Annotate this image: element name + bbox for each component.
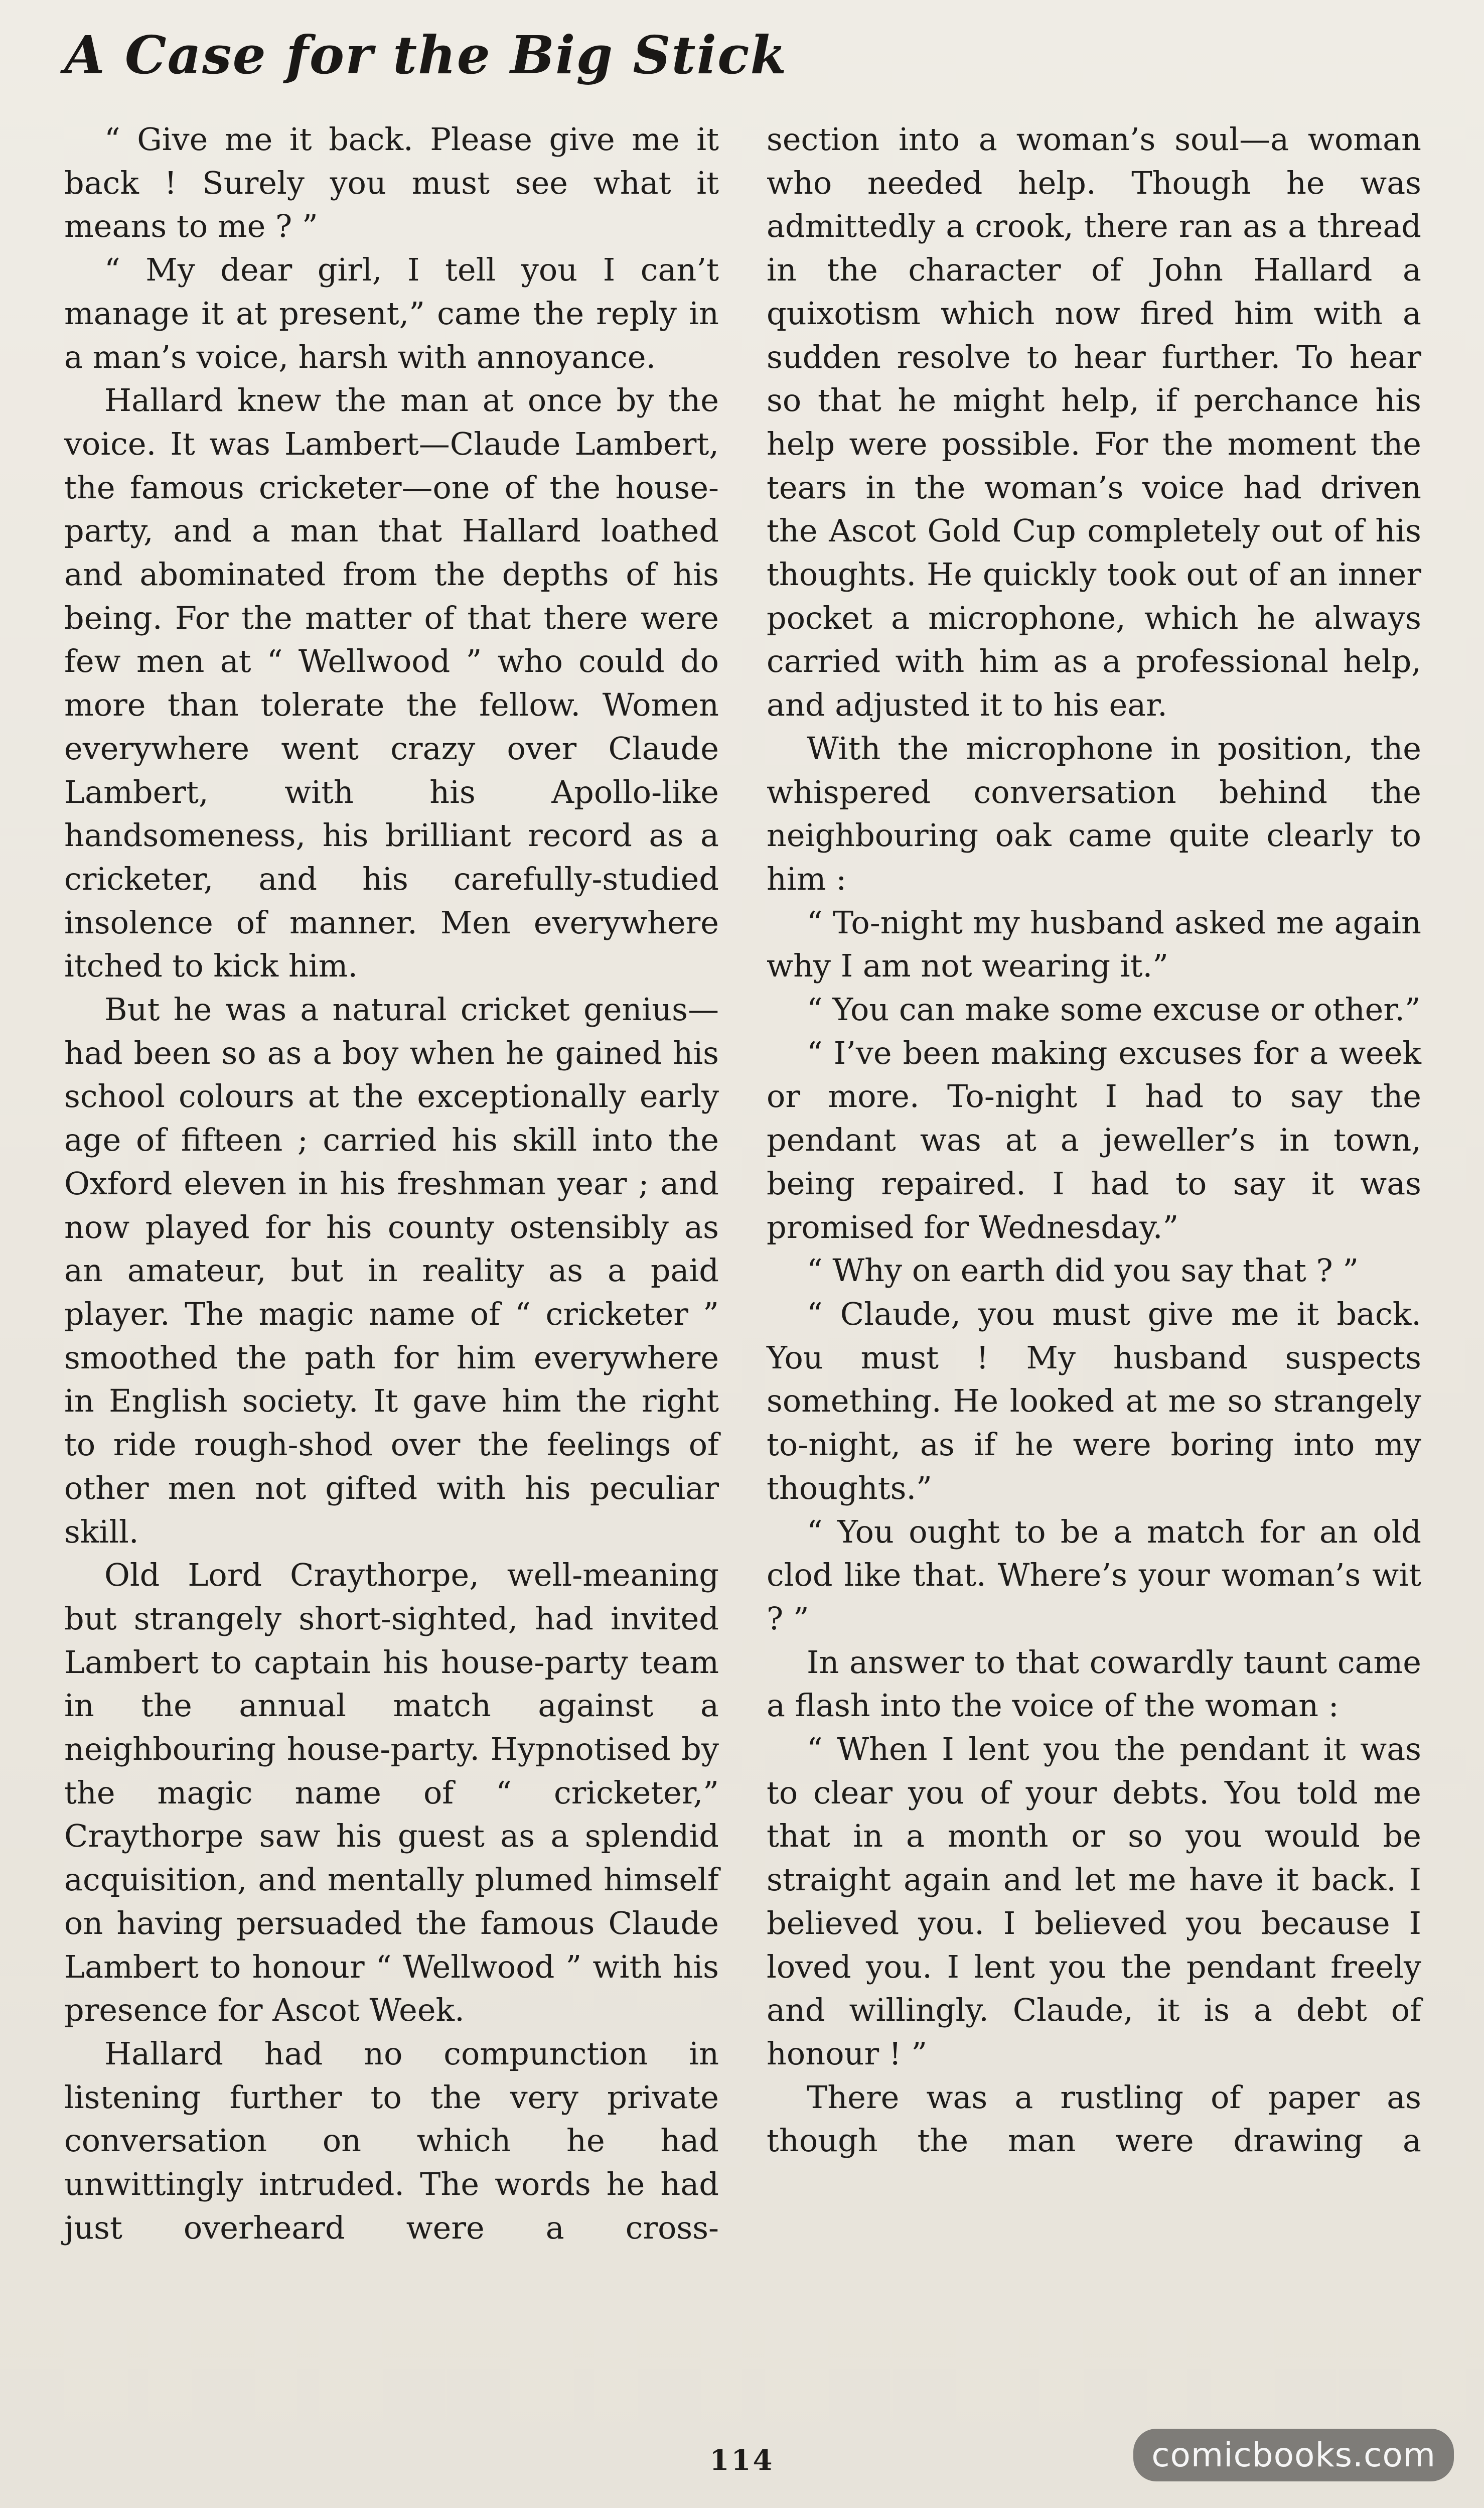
paragraph: Old Lord Craythorpe, well-meaning but strangely short-sighted, had invited Lambert to captain his house-party team in the annual match against a neighbouring house-party. Hypnotised by the magic name of “ cricketer,” Craythorpe saw his guest as a splendid acquisition, and mentally plumed himself on having persuaded the famous Claude Lambert to honour “ Wellwood ” with his presence for Ascot Week.	[64, 1557, 719, 2029]
paragraph: In answer to that cowardly taunt came a flash into the voice of the woman :	[767, 1643, 1421, 1724]
paragraph: With the microphone in position, the whispered conversation behind the neighbouring oak came quite clearly to him :	[767, 730, 1421, 897]
paragraph: There was a rustling of paper as though the man were drawing a	[767, 2078, 1421, 2159]
paragraph: “ I’ve been making excuses for a week or more. To-night I had to say the pendant was at a jeweller’s in town, being repaired. I had to say it was promised for Wednesday.”	[767, 1034, 1421, 1245]
left-text-column	[64, 118, 719, 2250]
paragraph: “ My dear girl, I tell you I can’t manage it at present,” came the reply in a man’s voice, harsh with annoyance.	[64, 251, 719, 375]
paragraph: “ You can make some excuse or other.”	[807, 991, 1421, 1028]
paragraph: “ When I lent you the pendant it was to clear you of your debts. You told me that in a month or so you would be straight again and let me have it back. I believed you. I believed you because I loved you. I lent you the pendant freely and willingly. Claude, it is a debt of honour ! ”	[767, 1731, 1421, 2072]
page-number: 114	[709, 2444, 775, 2477]
paragraph: “ Claude, you must give me it back. You must ! My husband suspects something. He looked at me so strangely to-night, as if he were boring into my thoughts.”	[767, 1295, 1421, 1506]
paragraph: Hallard knew the man at once by the voice. It was Lambert—Claude Lambert, the famous cricketer—one of the house-party, and a man that Hallard loathed and abominated from the depths of his being. For the matter of that there were few men at “ Wellwood ” who could do more than tolerate the fellow. Women everywhere went crazy over Claude Lambert, with his Apollo-like handsomeness, his brilliant record as a cricketer, and his carefully-studied insolence of manner. Men everywhere itched to kick him.	[64, 382, 719, 985]
paragraph-continued: section into a woman’s soul—a woman who needed help. Though he was admittedly a crook, there ran as a thread in the character of John Hallard a quixotism which now fired him with a sudden resolve to hear further. To hear so that he might help, if perchance his help were possible. For the moment the tears in the woman’s voice had driven the Ascot Gold Cup completely out of his thoughts. He quickly took out of an inner pocket a microphone, which he always carried with him as a professional help, and adjusted it to his ear.	[767, 121, 1421, 724]
paragraph: But he was a natural cricket genius—had been so as a boy when he gained his school colours at the exceptionally early age of fifteen ; carried his skill into the Oxford eleven in his freshman year ; and now played for his county ostensibly as an amateur, but in reality as a paid player. The magic name of “ cricketer ” smoothed the path for him everywhere in English society. It gave him the right to ride rough-shod over the feelings of other men not gifted with his peculiar skill.	[64, 991, 719, 1550]
right-text-column	[767, 118, 1421, 2163]
paragraph: Hallard had no compunction in listening further to the very private conversation on which he had unwittingly intruded. The words he had just overheard were a cross-	[64, 2035, 719, 2246]
paragraph: “ Give me it back. Please give me it back ! Surely you must see what it means to me ? ”	[64, 121, 719, 245]
paragraph: “ Why on earth did you say that ? ”	[807, 1252, 1359, 1289]
story-title: A Case for the Big Stick	[64, 24, 788, 86]
site-watermark: comicbooks.com	[1133, 2429, 1454, 2481]
paragraph: “ You ought to be a match for an old clod like that. Where’s your woman’s wit ? ”	[767, 1513, 1421, 1637]
paragraph: “ To-night my husband asked me again why I am not wearing it.”	[767, 904, 1421, 985]
